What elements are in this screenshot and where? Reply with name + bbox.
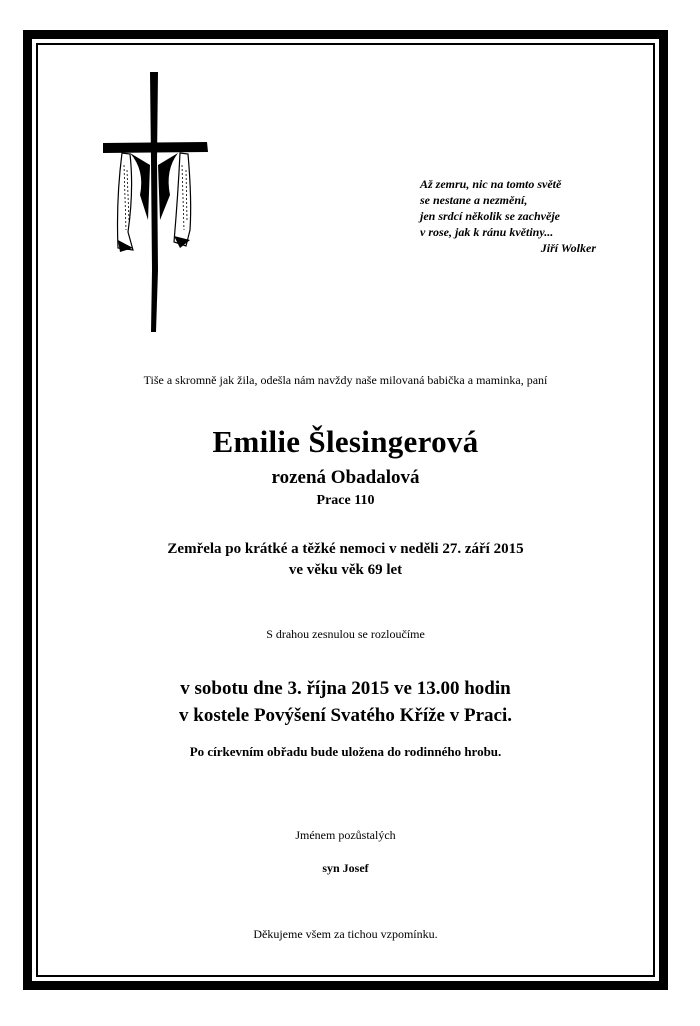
signer-name: syn Josef — [322, 861, 369, 875]
intro-text: Tiše a skromně jak žila, odešla nám navždy naše milovaná babička a maminka, paní — [143, 373, 548, 387]
cross-with-drapery-icon — [100, 70, 210, 335]
on-behalf-text: Jménem pozůstalých — [295, 828, 396, 842]
ceremony-place: v kostele Povýšení Svatého Kříže v Praci. — [179, 705, 512, 726]
poem-author: Jiří Wolker — [540, 241, 596, 255]
thanks-text: Děkujeme všem za tichou vzpomínku. — [253, 927, 438, 941]
poem-quote — [420, 176, 596, 256]
poem-line: se nestane a nezmění, — [420, 193, 528, 207]
age-statement: ve věku věk 69 let — [288, 562, 403, 578]
poem-line: v rose, jak k ránu květiny... — [420, 225, 554, 239]
poem-line: Až zemru, nic na tomto světě — [420, 177, 562, 191]
death-statement: Zemřela po krátké a těžké nemoci v neděli 27. září 2015 — [167, 541, 524, 557]
farewell-text: S drahou zesnulou se rozloučíme — [266, 627, 425, 641]
deceased-name: Emilie Šlesingerová — [212, 424, 479, 459]
poem-line: jen srdcí několik se zachvěje — [420, 209, 560, 223]
burial-note: Po církevním obřadu bude uložena do rodinného hrobu. — [189, 744, 502, 759]
maiden-name: rozená Obadalová — [271, 467, 420, 488]
address: Prace 110 — [316, 493, 375, 508]
ceremony-time: v sobotu dne 3. října 2015 ve 13.00 hodin — [180, 678, 511, 699]
